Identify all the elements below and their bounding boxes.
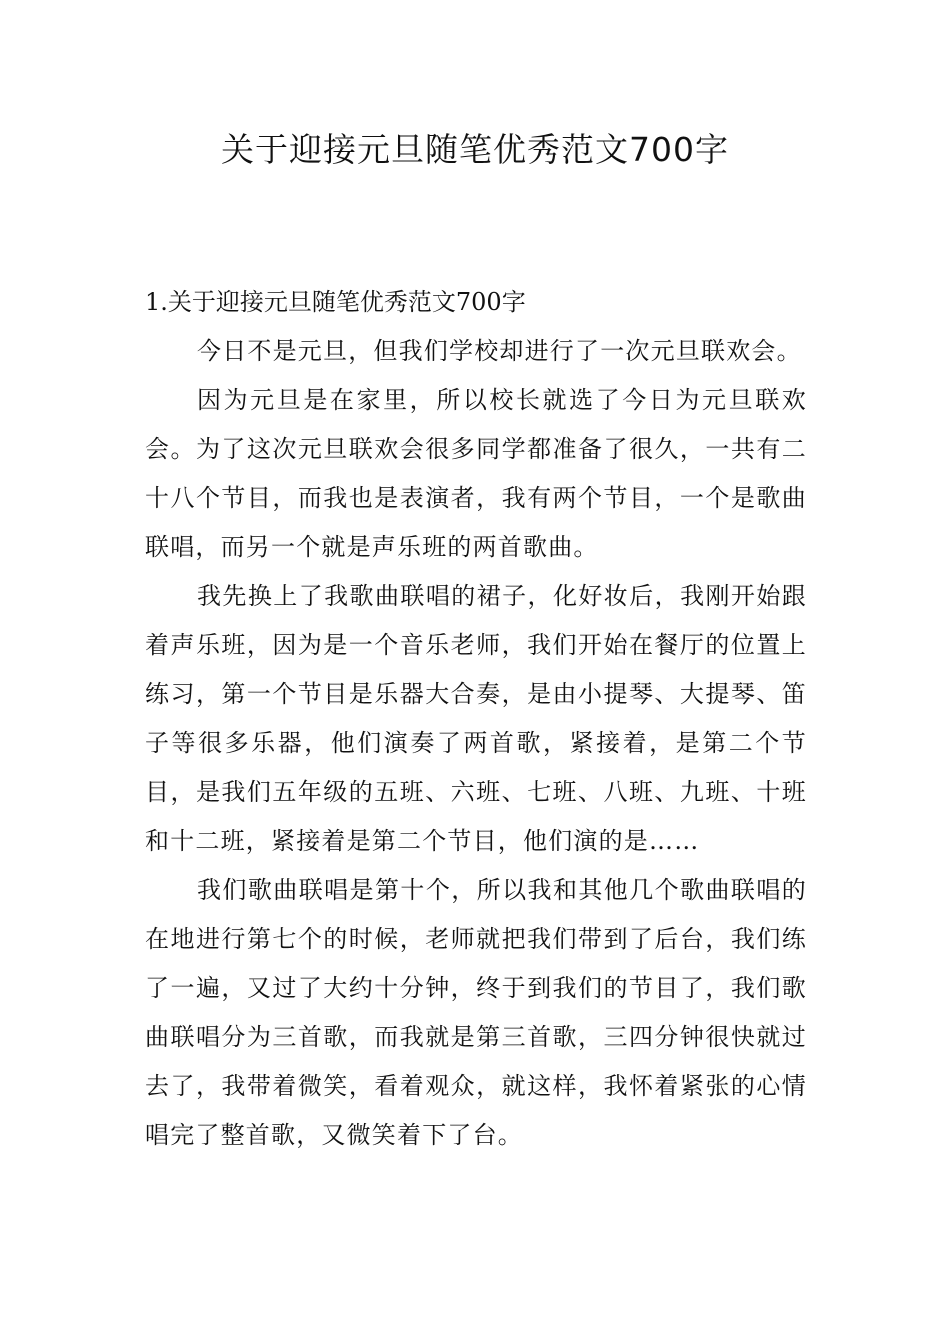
document-title: 关于迎接元旦随笔优秀范文700字	[221, 130, 729, 169]
paragraph-3: 我先换上了我歌曲联唱的裙子，化好妆后，我刚开始跟着声乐班，因为是一个音乐老师，我们开始在餐厅的位置上练习，第一个节目是乐器大合奏，是由小提琴、大提琴、笛子等很多乐器，他们演奏了两首歌，紧接着，是第二个节目，是我们五年级的五班、六班、七班、八班、九班、十班和十二班，紧接着是第二个节目，他们演的是……	[145, 582, 807, 855]
paragraph-2: 因为元旦是在家里，所以校长就选了今日为元旦联欢会。为了这次元旦联欢会很多同学都准备了很久，一共有二十八个节目，而我也是表演者，我有两个节目，一个是歌曲联唱，而另一个就是声乐班的两首歌曲。	[145, 386, 807, 561]
paragraph-1: 今日不是元旦，但我们学校却进行了一次元旦联欢会。	[197, 337, 802, 365]
paragraph-4: 我们歌曲联唱是第十个，所以我和其他几个歌曲联唱的在地进行第七个的时候，老师就把我们带到了后台，我们练了一遍，又过了大约十分钟，终于到我们的节目了，我们歌曲联唱分为三首歌，而我就是第三首歌，三四分钟很快就过去了，我带着微笑，看着观众，就这样，我怀着紧张的心情唱完了整首歌，又微笑着下了台。	[145, 876, 807, 1149]
document-body	[145, 281, 807, 1160]
section-heading: 1.关于迎接元旦随笔优秀范文700字	[145, 288, 526, 316]
